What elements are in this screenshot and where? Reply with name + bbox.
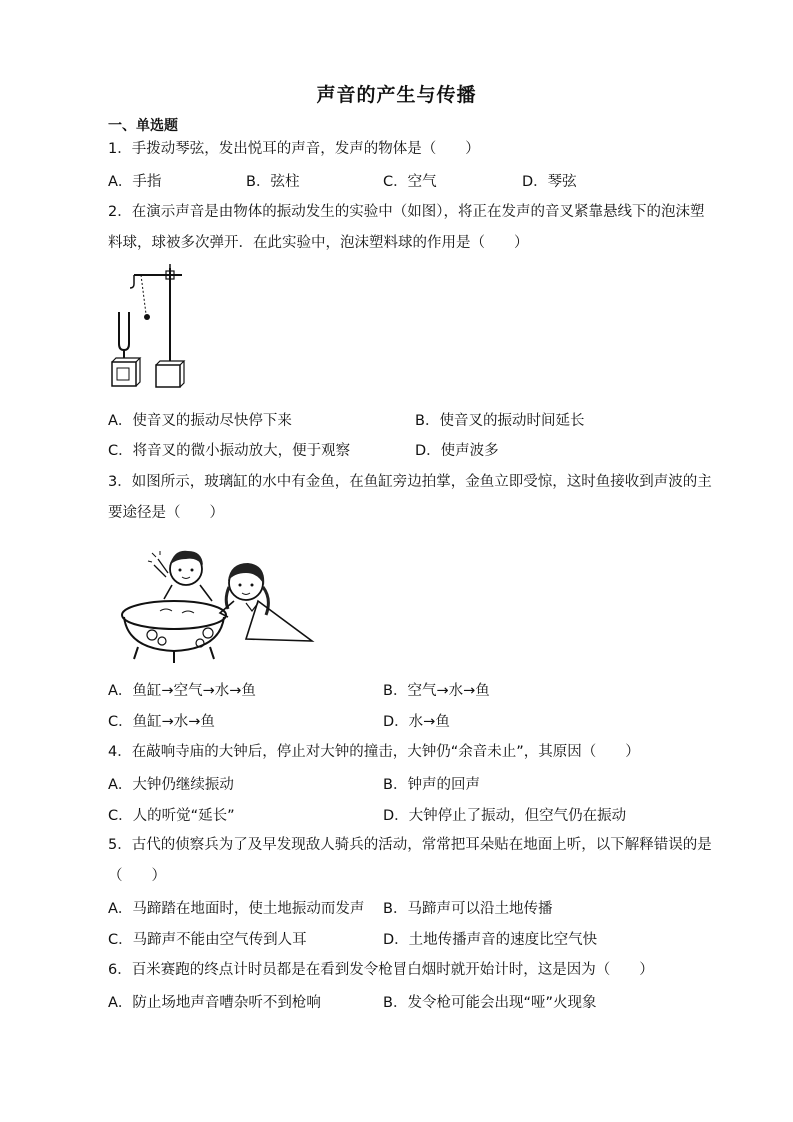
section-heading: 一、单选题 xyxy=(108,118,178,134)
question-6-option-b: B．发令枪可能会出现“哑”火现象 xyxy=(383,995,597,1011)
question-4-option-b: B．钟声的回声 xyxy=(383,777,480,793)
question-3-option-d: D．水→鱼 xyxy=(383,714,450,730)
question-5-option-c: C．马蹄声不能由空气传到人耳 xyxy=(108,932,307,948)
question-5-option-d: D．土地传播声音的速度比空气快 xyxy=(383,932,598,948)
question-2-stem-line2: 料球，球被多次弹开．在此实验中，泡沫塑料球的作用是（ ） xyxy=(108,235,529,251)
question-5-stem-line2: （ ） xyxy=(108,868,166,884)
question-2-option-d: D．使声波多 xyxy=(415,443,499,459)
question-1-option-d: D．琴弦 xyxy=(522,174,577,190)
question-4-option-a: A．大钟仍继续振动 xyxy=(108,777,234,793)
question-6-option-a: A．防止场地声音嘈杂听不到枪响 xyxy=(108,995,321,1011)
question-2-stem-line1: 2．在演示声音是由物体的振动发生的实验中（如图），将正在发声的音叉紧靠悬线下的泡沫塑 xyxy=(108,204,705,220)
question-2-option-c: C．将音叉的微小振动放大，便于观察 xyxy=(108,443,351,459)
question-3-option-c: C．鱼缸→水→鱼 xyxy=(108,714,215,730)
fishbowl-children-figure xyxy=(116,543,316,667)
question-6-stem: 6．百米赛跑的终点计时员都是在看到发令枪冒白烟时就开始计时，这是因为（ ） xyxy=(108,962,654,978)
question-4-option-d: D．大钟停止了振动，但空气仍在振动 xyxy=(383,808,627,824)
tuning-fork-figure xyxy=(108,262,188,392)
question-4-stem: 4．在敲响寺庙的大钟后，停止对大钟的撞击，大钟仍“余音未止”，其原因（ ） xyxy=(108,744,640,760)
question-1-stem: 1．手拨动琴弦，发出悦耳的声音，发声的物体是（ ） xyxy=(108,141,480,157)
question-5-stem-line1: 5．古代的侦察兵为了及早发现敌人骑兵的活动，常常把耳朵贴在地面上听，以下解释错误的是 xyxy=(108,837,712,853)
page-title: 声音的产生与传播 xyxy=(316,84,477,106)
question-4-option-c: C．人的听觉“延长” xyxy=(108,808,235,824)
question-5-option-a: A．马蹄踏在地面时，使土地振动而发声 xyxy=(108,901,365,917)
question-3-option-a: A．鱼缸→空气→水→鱼 xyxy=(108,683,256,699)
question-1-option-c: C．空气 xyxy=(383,174,437,190)
question-3-stem-line2: 要途径是（ ） xyxy=(108,505,224,521)
question-2-option-b: B．使音叉的振动时间延长 xyxy=(415,413,585,429)
question-1-option-b: B．弦柱 xyxy=(246,174,300,190)
question-3-option-b: B．空气→水→鱼 xyxy=(383,683,490,699)
question-3-stem-line1: 3．如图所示，玻璃缸的水中有金鱼，在鱼缸旁边拍掌，金鱼立即受惊，这时鱼接收到声波的主 xyxy=(108,474,712,490)
question-2-option-a: A．使音叉的振动尽快停下来 xyxy=(108,413,292,429)
question-1-option-a: A．手指 xyxy=(108,174,162,190)
question-5-option-b: B．马蹄声可以沿土地传播 xyxy=(383,901,553,917)
